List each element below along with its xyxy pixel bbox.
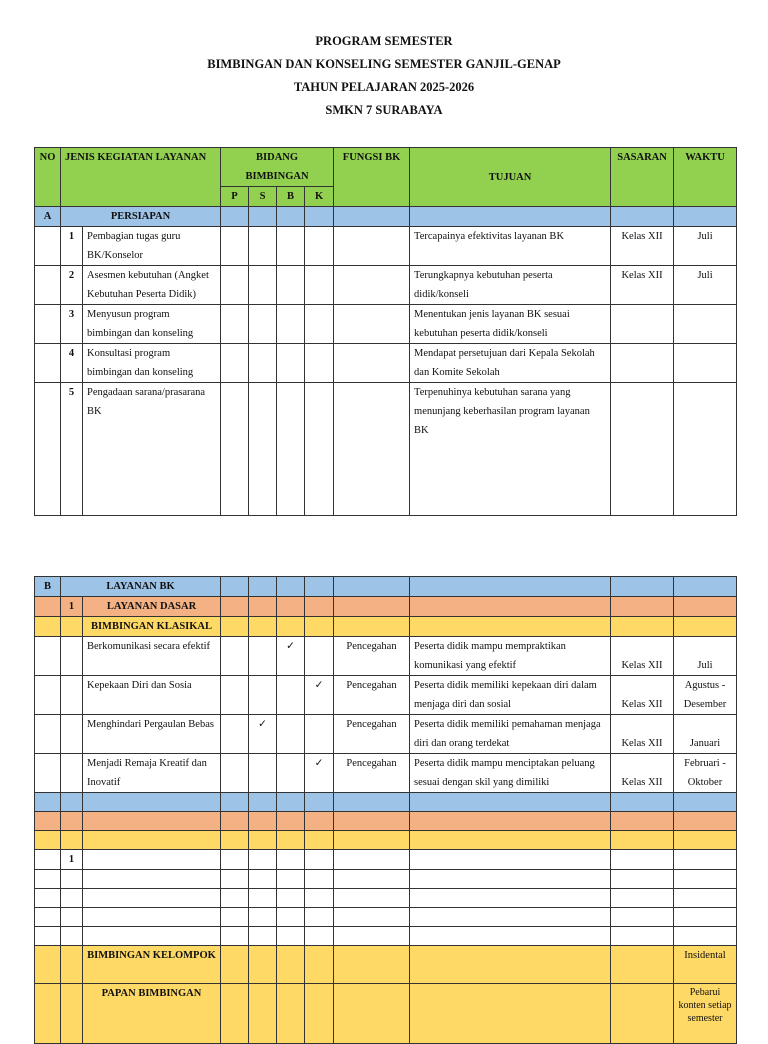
row-fungsi: Pencegahan	[334, 754, 410, 793]
papan-waktu: Pebarui konten setiap semester	[674, 984, 737, 1044]
row-tujuan: Mendapat persetujuan dari Kepala Sekolah dan Komite Sekolah	[410, 344, 611, 383]
col-jenis: JENIS KEGIATAN LAYANAN	[61, 148, 221, 207]
title-line-1: PROGRAM SEMESTER	[315, 34, 453, 48]
section-a-row	[35, 207, 737, 227]
table-row	[35, 305, 737, 344]
row-tujuan: Peserta didik memiliki kepekaan diri dalam menjaga diri dan sosial	[410, 676, 611, 715]
row-kegiatan: Menyusun program bimbingan dan konseling	[83, 305, 221, 344]
row-sasaran: Kelas XII	[611, 637, 674, 676]
kelompok-title: BIMBINGAN KELOMPOK	[83, 946, 221, 984]
row-sasaran	[611, 344, 674, 383]
subsection-number: 1	[61, 597, 83, 617]
category-row	[35, 617, 737, 637]
row-number: 4	[61, 344, 83, 383]
col-bidang: BIDANG BIMBINGAN	[221, 148, 334, 187]
table-row	[35, 676, 737, 715]
subsection-row	[35, 597, 737, 617]
row-fungsi: Pencegahan	[334, 676, 410, 715]
row-waktu: Februari - Oktober	[674, 754, 737, 793]
row-waktu	[674, 305, 737, 344]
table-row	[35, 927, 737, 946]
row-sasaran	[611, 305, 674, 344]
row-sasaran: Kelas XII	[611, 676, 674, 715]
empty-orange-row	[35, 812, 737, 831]
row-tujuan: Terpenuhinya kebutuhan sarana yang menunjang keberhasilan program layanan BK	[410, 383, 611, 516]
document-header	[0, 30, 768, 122]
row-tujuan: Peserta didik mampu mempraktikan komunikasi yang efektif	[410, 637, 611, 676]
row-kegiatan: Pengadaan sarana/prasarana BK	[83, 383, 221, 516]
table-row	[35, 715, 737, 754]
row-waktu	[674, 344, 737, 383]
row-sasaran	[611, 383, 674, 516]
title-line-3: TAHUN PELAJARAN 2025-2026	[293, 80, 475, 94]
table-row	[35, 870, 737, 889]
row-kegiatan: Berkomunikasi secara efektif	[83, 637, 221, 676]
table-row	[35, 889, 737, 908]
row-kegiatan: Konsultasi program bimbingan dan konseling	[83, 344, 221, 383]
col-b: B	[277, 187, 305, 207]
table-persiapan	[34, 147, 737, 516]
col-k: K	[305, 187, 334, 207]
check-icon: ✓	[277, 637, 305, 676]
empty-yellow-row	[35, 831, 737, 850]
title-line-4: SMKN 7 SURABAYA	[325, 103, 443, 117]
row-kegiatan: Kepekaan Diri dan Sosia	[83, 676, 221, 715]
row-sasaran: Kelas XII	[611, 754, 674, 793]
table-row	[35, 383, 737, 516]
row-kegiatan: Menghindari Pergaulan Bebas	[83, 715, 221, 754]
papan-row	[35, 984, 737, 1044]
row-number: 2	[61, 266, 83, 305]
table-row	[35, 344, 737, 383]
col-fungsi: FUNGSI BK	[334, 148, 410, 207]
papan-title: PAPAN BIMBINGAN	[83, 984, 221, 1044]
row-kegiatan: Pembagian tugas guru BK/Konselor	[83, 227, 221, 266]
row-number: 1	[61, 850, 83, 870]
col-p: P	[221, 187, 249, 207]
row-waktu: Juli	[674, 266, 737, 305]
table-row	[35, 227, 737, 266]
subsection-title: LAYANAN DASAR	[83, 597, 221, 617]
row-fungsi: Pencegahan	[334, 715, 410, 754]
table-row	[35, 754, 737, 793]
row-tujuan: Menentukan jenis layanan BK sesuai kebutuhan peserta didik/konseli	[410, 305, 611, 344]
title-line-2: BIMBINGAN DAN KONSELING SEMESTER GANJIL-GENAP	[207, 57, 561, 71]
section-code: B	[35, 577, 61, 597]
empty-blue-row	[35, 793, 737, 812]
row-fungsi: Pencegahan	[334, 637, 410, 676]
row-sasaran: Kelas XII	[611, 266, 674, 305]
row-tujuan: Terungkapnya kebutuhan peserta didik/konseli	[410, 266, 611, 305]
row-number: 5	[61, 383, 83, 516]
check-icon: ✓	[305, 676, 334, 715]
table-layanan-bk	[34, 576, 737, 1044]
row-waktu: Agustus - Desember	[674, 676, 737, 715]
row-kegiatan: Menjadi Remaja Kreatif dan Inovatif	[83, 754, 221, 793]
row-waktu: Juli	[674, 637, 737, 676]
category-title: BIMBINGAN KLASIKAL	[83, 617, 221, 637]
col-s: S	[249, 187, 277, 207]
row-waktu	[674, 383, 737, 516]
row-kegiatan: Asesmen kebutuhan (Angket Kebutuhan Peserta Didik)	[83, 266, 221, 305]
col-tujuan: TUJUAN	[410, 148, 611, 207]
table-row	[35, 266, 737, 305]
row-tujuan: Peserta didik mampu menciptakan peluang sesuai dengan skil yang dimiliki	[410, 754, 611, 793]
row-number: 1	[61, 227, 83, 266]
col-no: NO	[35, 148, 61, 207]
row-number: 3	[61, 305, 83, 344]
table-row	[35, 850, 737, 870]
col-waktu: WAKTU	[674, 148, 737, 207]
section-code: A	[35, 207, 61, 227]
section-title: PERSIAPAN	[61, 207, 221, 227]
row-sasaran: Kelas XII	[611, 227, 674, 266]
check-icon: ✓	[305, 754, 334, 793]
section-title: LAYANAN BK	[61, 577, 221, 597]
table-row	[35, 908, 737, 927]
table-row	[35, 637, 737, 676]
row-waktu: Juli	[674, 227, 737, 266]
row-tujuan: Peserta didik memiliki pemahaman menjaga diri dan orang terdekat	[410, 715, 611, 754]
section-b-row	[35, 577, 737, 597]
row-waktu: Januari	[674, 715, 737, 754]
row-tujuan: Tercapainya efektivitas layanan BK	[410, 227, 611, 266]
check-icon: ✓	[249, 715, 277, 754]
kelompok-row	[35, 946, 737, 984]
row-sasaran: Kelas XII	[611, 715, 674, 754]
col-sasaran: SASARAN	[611, 148, 674, 207]
kelompok-waktu: Insidental	[674, 946, 737, 984]
table-header-row	[35, 148, 737, 187]
